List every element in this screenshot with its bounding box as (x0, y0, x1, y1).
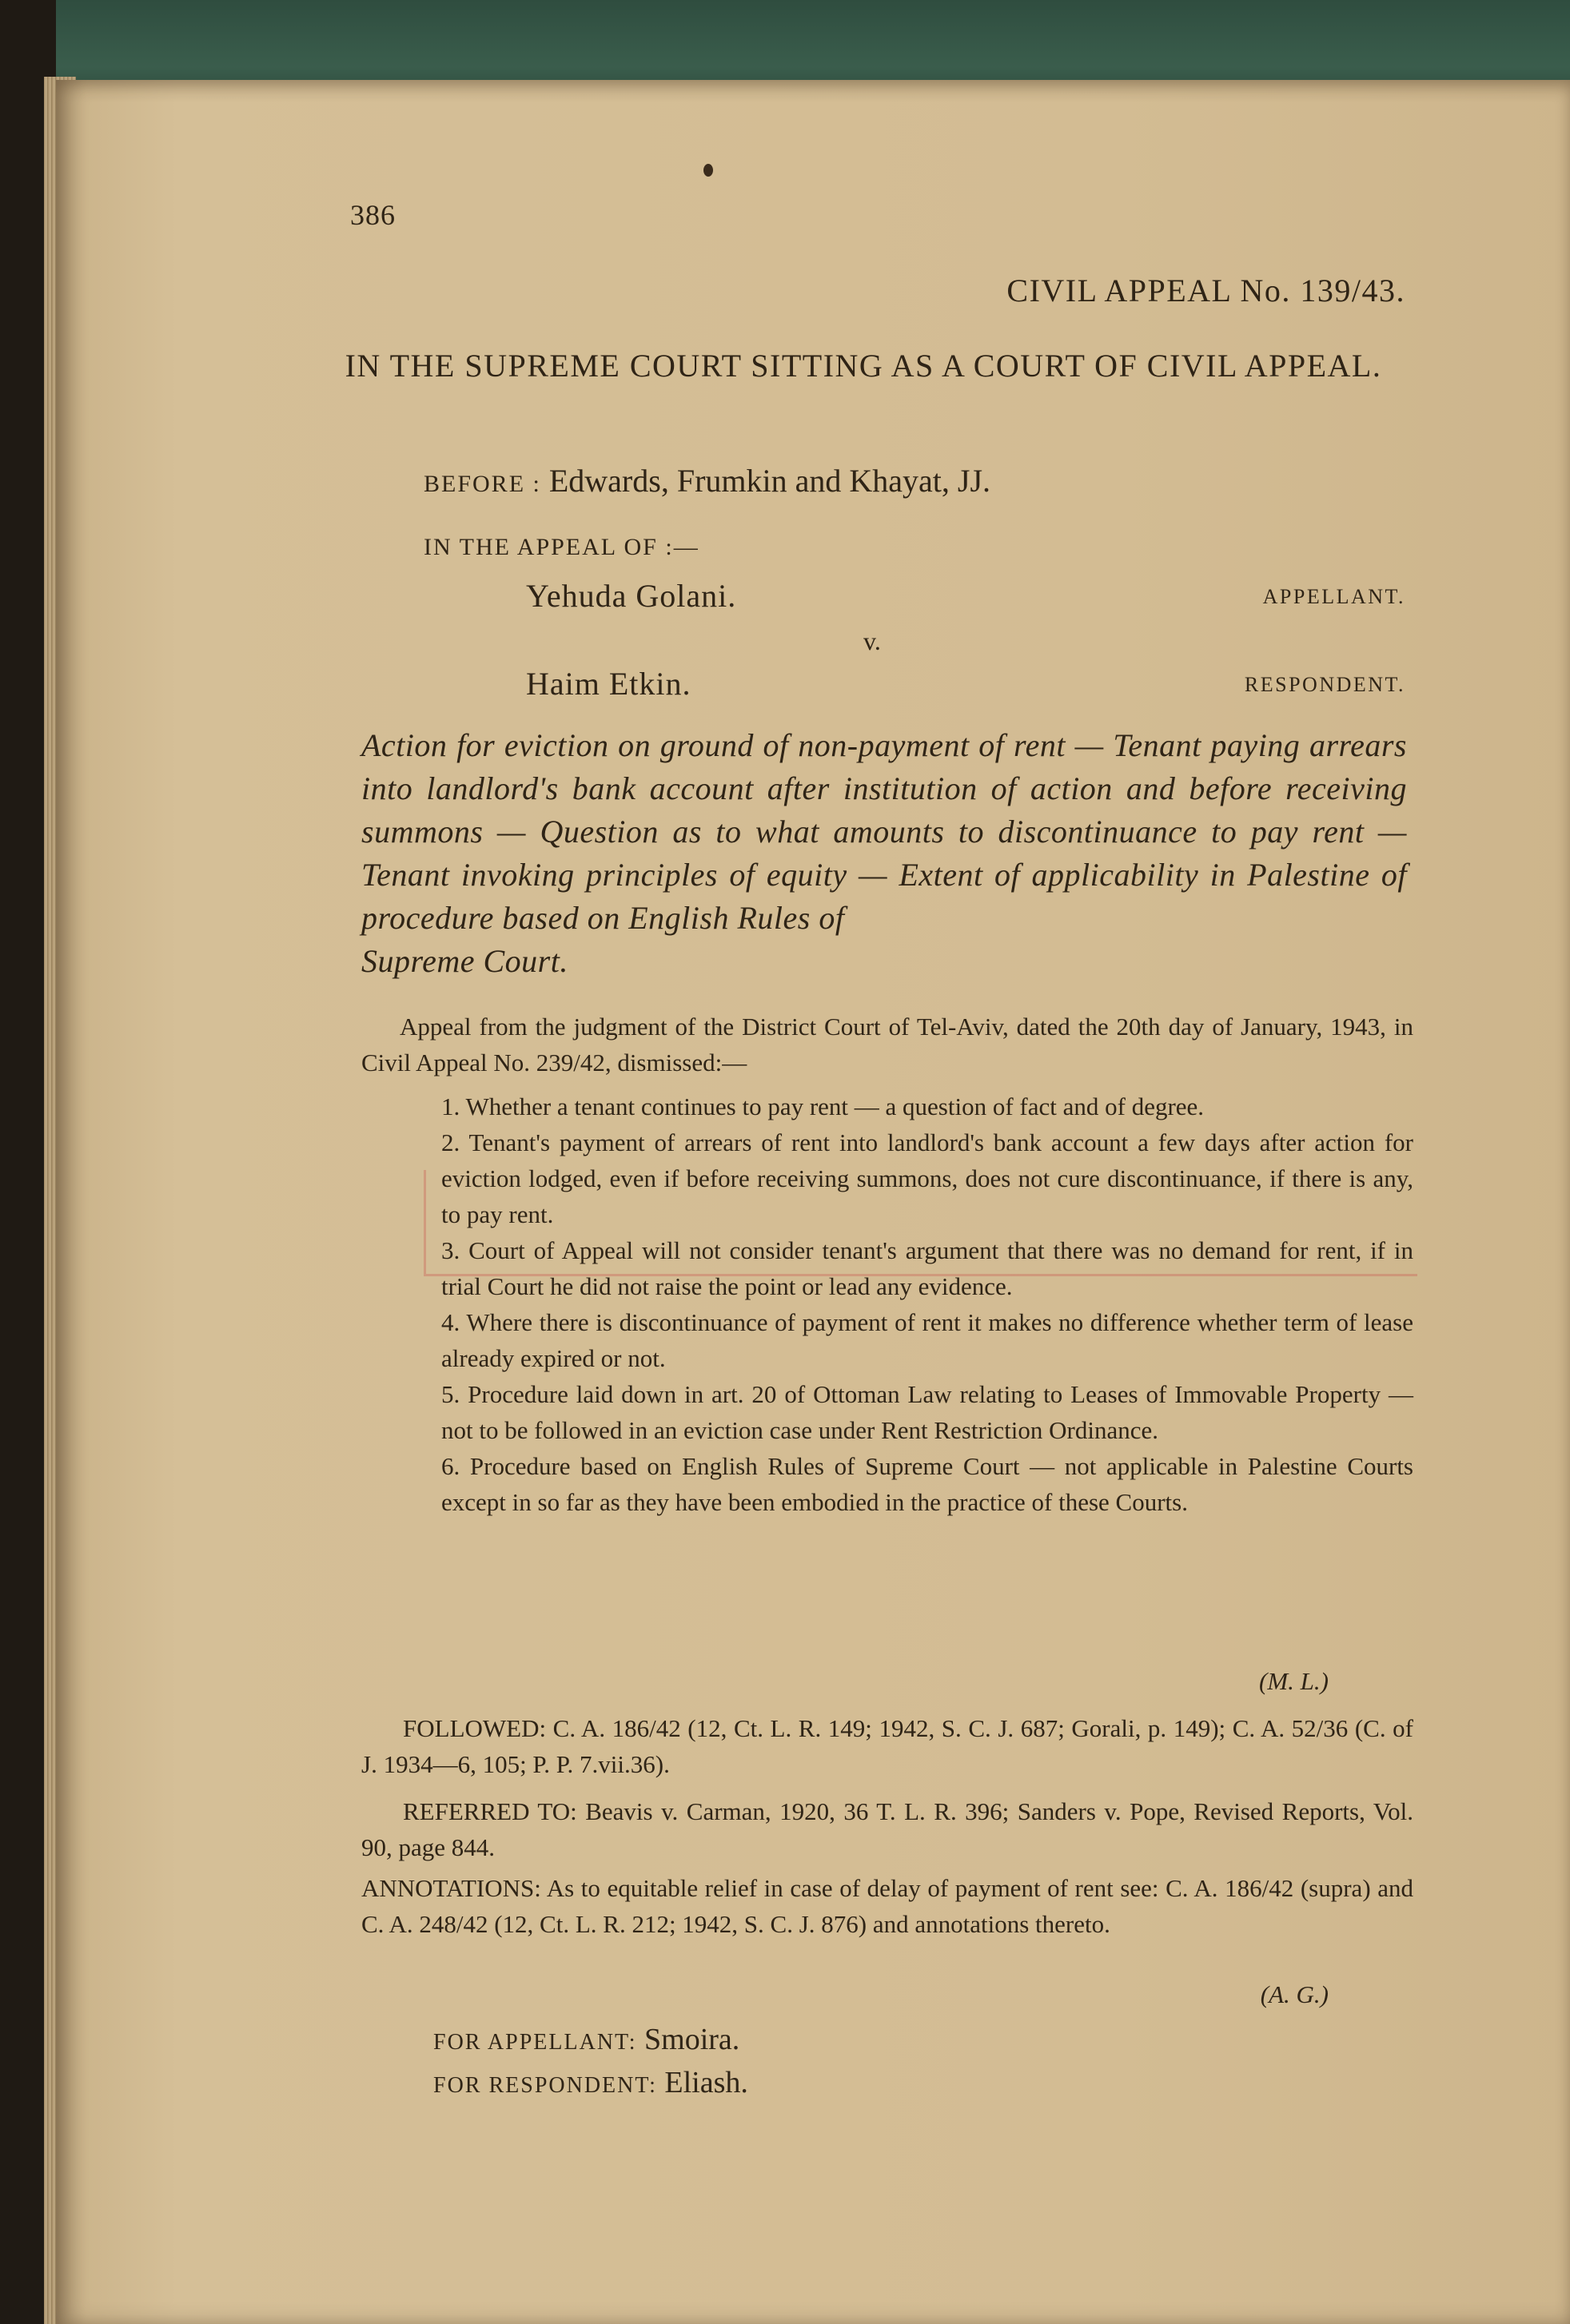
held-point: 6. Procedure based on English Rules of Supreme Court — not applicable in Palestine Courts except in so far as they have been embodied in the practice of these Courts. (441, 1452, 1413, 1516)
for-respondent-name: Eliash. (664, 2066, 748, 2099)
headnote (361, 724, 1407, 983)
signature-ag: (A. G.) (1260, 1980, 1329, 2008)
court-title: IN THE SUPREME COURT SITTING AS A COURT OF CIVIL APPEAL. (345, 348, 1382, 384)
for-appellant-label: FOR APPELLANT: (433, 2030, 637, 2055)
page-number: 386 (350, 199, 396, 231)
appellant-role: APPELLANT. (1262, 585, 1405, 608)
referred-to-cases: REFERRED TO: Beavis v. Carman, 1920, 36 T. L. R. 396; Sanders v. Pope, Revised Reports, Vol. 90, page 844. (361, 1797, 1413, 1861)
bench-line (424, 462, 990, 499)
respondent-role: RESPONDENT. (1244, 673, 1405, 696)
judges: Edwards, Frumkin and Khayat, JJ. (548, 463, 991, 499)
for-respondent-label: FOR RESPONDENT: (433, 2073, 657, 2098)
appeal-of-label: IN THE APPEAL OF :— (424, 534, 699, 560)
for-appellant-name: Smoira. (644, 2023, 740, 2056)
held-points (441, 1088, 1413, 1520)
held-point: 1. Whether a tenant continues to pay rent — a question of fact and of degree. (441, 1092, 1205, 1120)
before-label: BEFORE : (424, 471, 541, 497)
appellant-name: Yehuda Golani. (526, 578, 737, 614)
counsel-respondent (433, 2065, 748, 2100)
respondent-name: Haim Etkin. (526, 666, 691, 702)
counsel-appellant (433, 2022, 739, 2057)
ink-spot (703, 164, 713, 177)
case-number: CIVIL APPEAL No. 139/43. (1006, 273, 1405, 308)
signature-ml: (M. L.) (1259, 1667, 1329, 1695)
appeal-from: Appeal from the judgment of the District Court of Tel-Aviv, dated the 20th day of January, 1943, in Civil Appeal No. 239/42, dismissed:— (361, 1013, 1413, 1076)
held-point: 2. Tenant's payment of arrears of rent into landlord's bank account a few days after action for eviction lodged, even if before receiving summons, does not cure discontinuance, if there is any, to pay rent. (441, 1128, 1413, 1228)
annotations: ANNOTATIONS: As to equitable relief in case of delay of payment of rent see: C. A. 186/42 (supra) and C. A. 248/42 (12, Ct. L. R. 212; 1942, S. C. J. 876) and annotations thereto. (361, 1874, 1413, 1938)
versus: v. (863, 627, 881, 655)
held-point: 5. Procedure laid down in art. 20 of Ottoman Law relating to Leases of Immovable Property — not to be followed in an eviction case under Rent Restriction Ordinance. (441, 1380, 1413, 1444)
headnote-last: Supreme Court. (361, 943, 568, 979)
headnote-main: Action for eviction on ground of non-payment of rent — Tenant paying arrears into landlord's bank account after institution of action and before receiving summons — Question as to what amounts to discontinuance to pay rent — Tenant invoking principles of equity — Extent of applicability in Palestine of procedure based on English Rules of (361, 727, 1407, 936)
held-point: 4. Where there is discontinuance of payment of rent it makes no difference whether term of lease already expired or not. (441, 1308, 1413, 1372)
held-point: 3. Court of Appeal will not consider tenant's argument that there was no demand for rent, if in trial Court he did not raise the point or lead any evidence. (441, 1236, 1413, 1300)
followed-cases: FOLLOWED: C. A. 186/42 (12, Ct. L. R. 149; 1942, S. C. J. 687; Gorali, p. 149); C. A. 52/36 (C. of J. 1934—6, 105; P. P. 7.vii.36). (361, 1714, 1413, 1778)
